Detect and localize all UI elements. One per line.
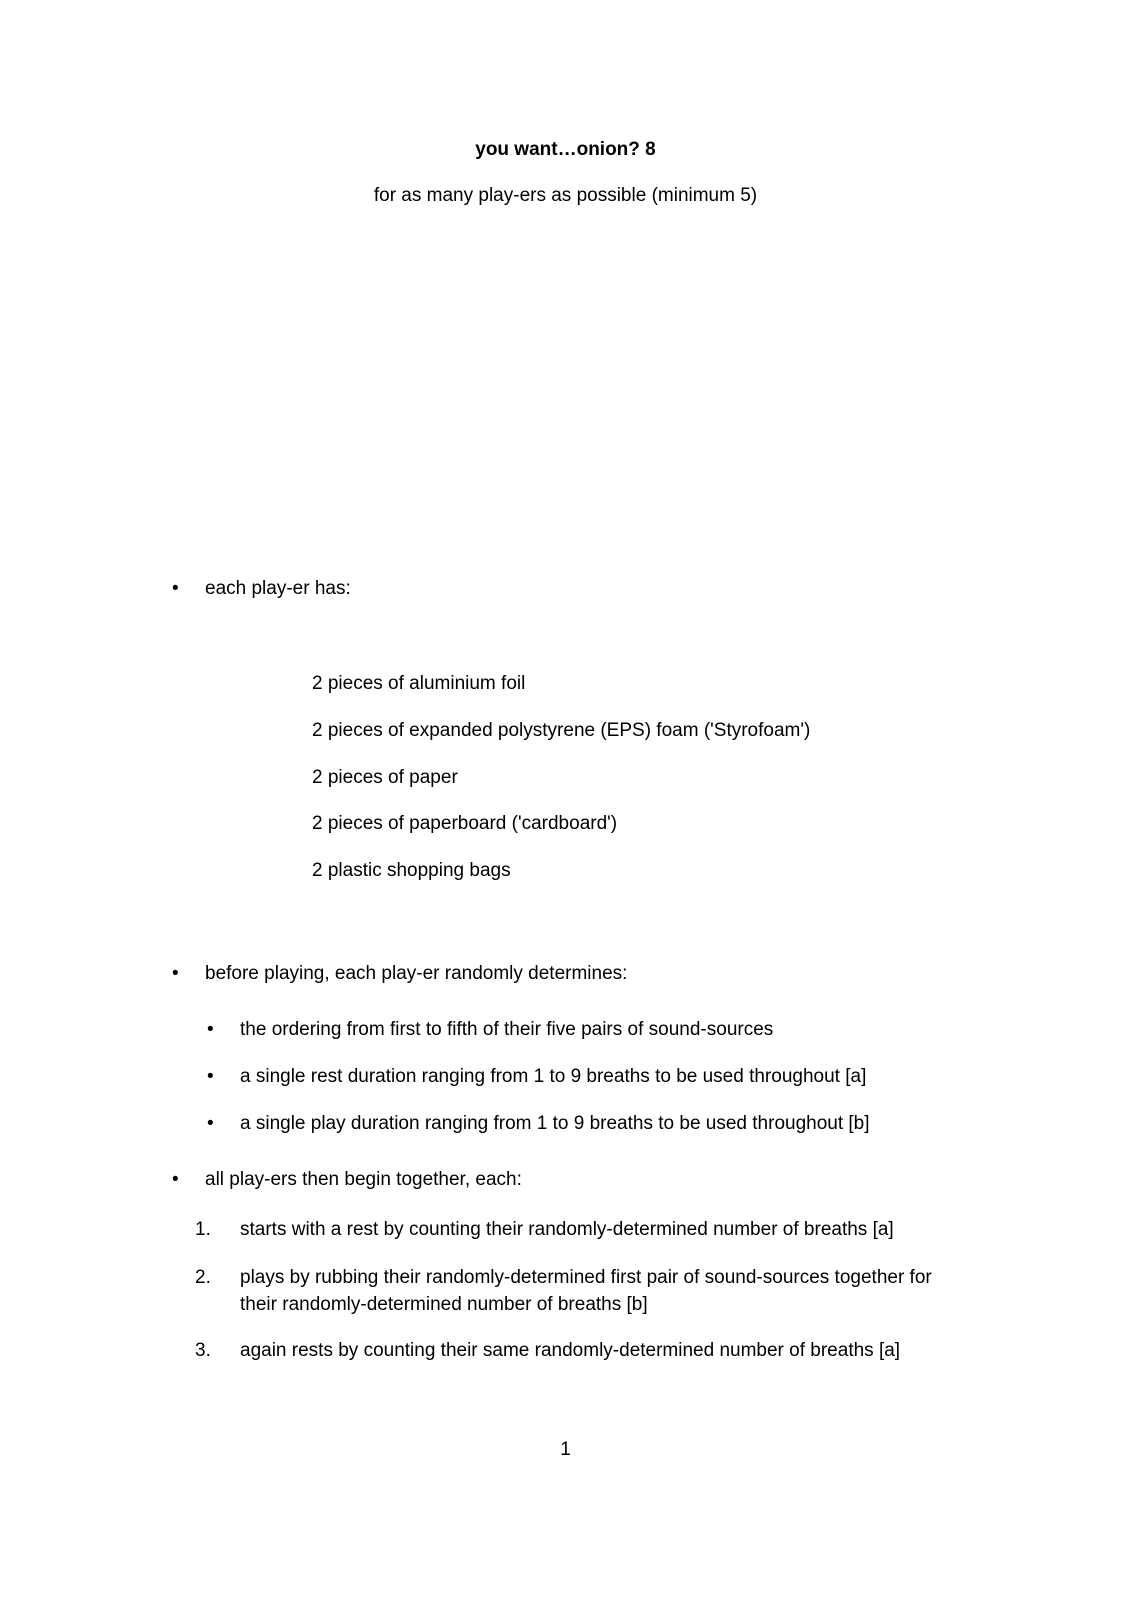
setup-heading-row xyxy=(172,960,627,987)
setup-item-row xyxy=(207,1110,870,1137)
material-item: 2 pieces of aluminium foil xyxy=(312,673,526,694)
material-item: 2 pieces of expanded polystyrene (EPS) foam ('Styrofoam') xyxy=(312,720,811,741)
equipment-heading: each play-er has: xyxy=(205,578,351,599)
step-text-line: their randomly-determined number of breaths [b] xyxy=(240,1294,648,1315)
setup-item: the ordering from first to fifth of their five pairs of sound-sources xyxy=(240,1019,774,1040)
setup-item: a single play duration ranging from 1 to 9 breaths to be used throughout [b] xyxy=(240,1113,870,1134)
bullet-icon: • xyxy=(172,1169,179,1190)
equipment-heading-row xyxy=(172,575,351,602)
setup-item-row xyxy=(207,1063,866,1090)
bullet-icon: • xyxy=(207,1019,214,1040)
step-text-line: again rests by counting their same randomly-determined number of breaths [a] xyxy=(240,1340,901,1361)
material-item: 2 pieces of paperboard ('cardboard') xyxy=(312,813,618,834)
setup-heading: before playing, each play-er randomly determines: xyxy=(205,963,628,984)
step-number: 1. xyxy=(195,1219,211,1240)
performance-heading-row xyxy=(172,1166,522,1193)
material-item: 2 pieces of paper xyxy=(312,767,458,788)
document-subtitle: for as many play-ers as possible (minimum 5) xyxy=(373,185,758,206)
page-number: 1 xyxy=(560,1439,571,1460)
material-item: 2 plastic shopping bags xyxy=(312,860,511,881)
bullet-icon: • xyxy=(207,1113,214,1134)
step-text-line: starts with a rest by counting their randomly-determined number of breaths [a] xyxy=(240,1219,894,1240)
setup-item: a single rest duration ranging from 1 to 9 breaths to be used throughout [a] xyxy=(240,1066,867,1087)
performance-step-row xyxy=(195,1216,894,1243)
performance-step-row xyxy=(195,1264,932,1318)
step-text xyxy=(240,1216,894,1243)
bullet-icon: • xyxy=(172,963,179,984)
step-text xyxy=(240,1264,932,1318)
bullet-icon: • xyxy=(207,1066,214,1087)
step-number: 3. xyxy=(195,1340,211,1361)
document-title: you want…onion? 8 xyxy=(475,139,656,160)
step-text-line: plays by rubbing their randomly-determined first pair of sound-sources together for xyxy=(240,1267,932,1288)
step-text xyxy=(240,1337,900,1364)
setup-item-row xyxy=(207,1016,773,1043)
performance-step-row xyxy=(195,1337,900,1364)
bullet-icon: • xyxy=(172,578,179,599)
step-number: 2. xyxy=(195,1267,211,1288)
performance-heading: all play-ers then begin together, each: xyxy=(205,1169,522,1190)
